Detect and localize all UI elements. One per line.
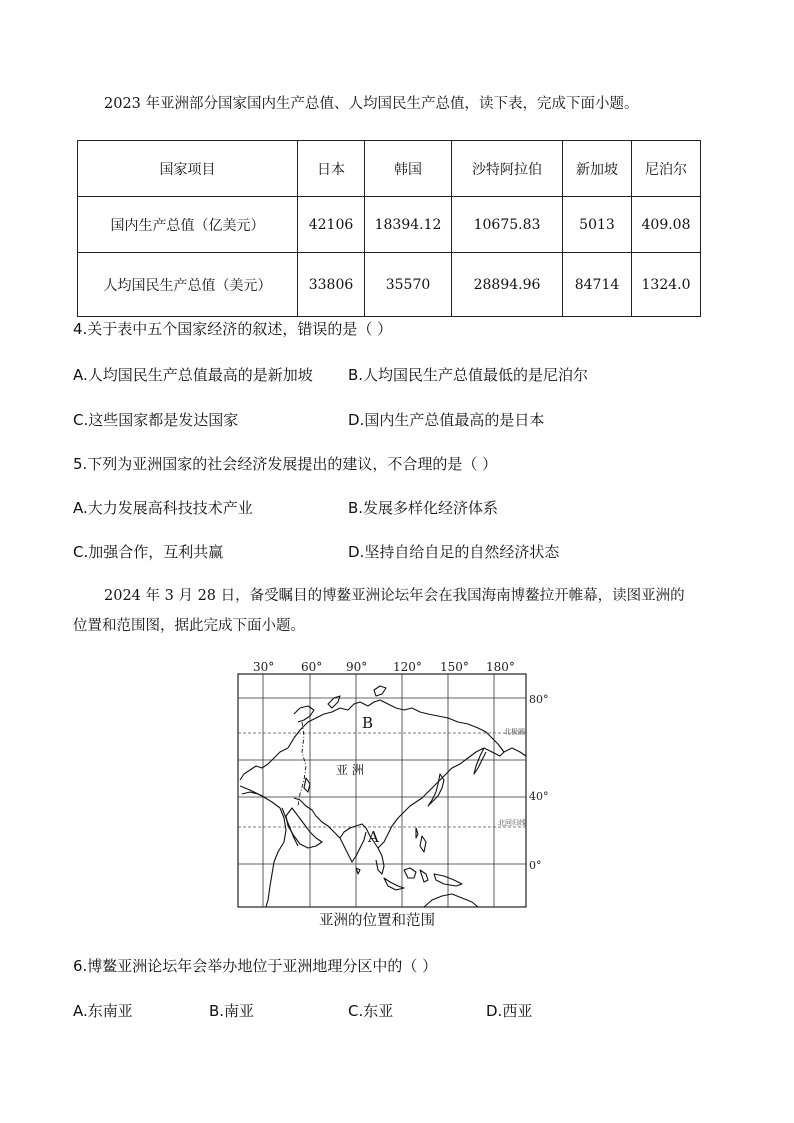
question-4-stem: 4.关于表中五个国家经济的叙述，错误的是（ ） [73,320,393,338]
question-5-stem: 5.下列为亚洲国家的社会经济发展提出的建议，不合理的是（ ） [73,455,498,473]
table-row [78,197,701,253]
lon-label-180: 180° [486,660,515,674]
lon-label-120: 120° [393,660,422,674]
lat-label-0: 0° [529,859,542,872]
lon-label-150: 150° [440,660,469,674]
table-header-row [78,141,701,197]
map-caption: 亚洲的位置和范围 [319,913,435,929]
map-intro-line-2: 位置和范围图，据此完成下面小题。 [73,618,305,634]
table-cell: 18394.12 [365,197,452,253]
table-header-cell: 沙特阿拉伯 [452,141,563,197]
question-4-option-a[interactable]: A.人均国民生产总值最高的是新加坡 [73,366,313,384]
table-row-label: 国内生产总值（亿美元） [78,197,298,253]
question-6-stem: 6.博鳌亚洲论坛年会举办地位于亚洲地理分区中的（ ） [73,957,438,975]
gdp-table [77,140,701,317]
question-4-option-c[interactable]: C.这些国家都是发达国家 [73,411,239,429]
table-intro-text: 2023 年亚洲部分国家国内生产总值、人均国民生产总值，读下表，完成下面小题。 [104,96,639,112]
lat-label-40: 40° [529,790,548,803]
question-6-option-b[interactable]: B.南亚 [209,1002,255,1020]
question-5-option-a[interactable]: A.大力发展高科技技术产业 [73,499,253,517]
table-cell: 1324.0 [632,253,701,317]
table-header-cell: 韩国 [365,141,452,197]
question-5-option-b[interactable]: B.发展多样化经济体系 [348,499,499,517]
table-row [78,253,701,317]
table-cell: 409.08 [632,197,701,253]
coastline [240,686,526,907]
table-cell: 33806 [298,253,365,317]
asia-region-label: 亚 洲 [336,763,364,777]
question-4-option-d[interactable]: D.国内生产总值最高的是日本 [348,411,545,429]
lon-label-60: 60° [301,660,323,674]
lat-label-80: 80° [529,693,548,706]
table-cell: 28894.96 [452,253,563,317]
lon-label-90: 90° [346,660,368,674]
table-header-cell: 日本 [298,141,365,197]
asia-location-map [228,656,548,936]
question-5-option-c[interactable]: C.加强合作，互利共赢 [73,543,224,561]
point-b-label: B [362,714,374,732]
table-header-cell: 尼泊尔 [632,141,701,197]
question-5-option-d[interactable]: D.坚持自给自足的自然经济状态 [348,543,560,561]
question-4-option-b[interactable]: B.人均国民生产总值最低的是尼泊尔 [348,366,589,384]
question-6-option-d[interactable]: D.西亚 [486,1002,533,1020]
table-header-cell: 国家项目 [78,141,298,197]
point-a-label: A [368,828,379,846]
lon-label-30: 30° [253,660,275,674]
question-6-option-a[interactable]: A.东南亚 [73,1002,133,1020]
arctic-circle-label: 北极圈 [504,728,525,736]
tropic-label: 北回归线 [498,819,526,827]
asia-europe-boundary [298,722,306,806]
table-cell: 10675.83 [452,197,563,253]
map-intro-line-1: 2024 年 3 月 28 日，备受瞩目的博鳌亚洲论坛年会在我国海南博鳌拉开帷幕，读图亚洲的 [104,588,685,604]
table-header-cell: 新加坡 [563,141,632,197]
table-row-label: 人均国民生产总值（美元） [78,253,298,317]
table-cell: 35570 [365,253,452,317]
table-cell: 5013 [563,197,632,253]
question-6-option-c[interactable]: C.东亚 [348,1002,394,1020]
table-cell: 84714 [563,253,632,317]
table-cell: 42106 [298,197,365,253]
